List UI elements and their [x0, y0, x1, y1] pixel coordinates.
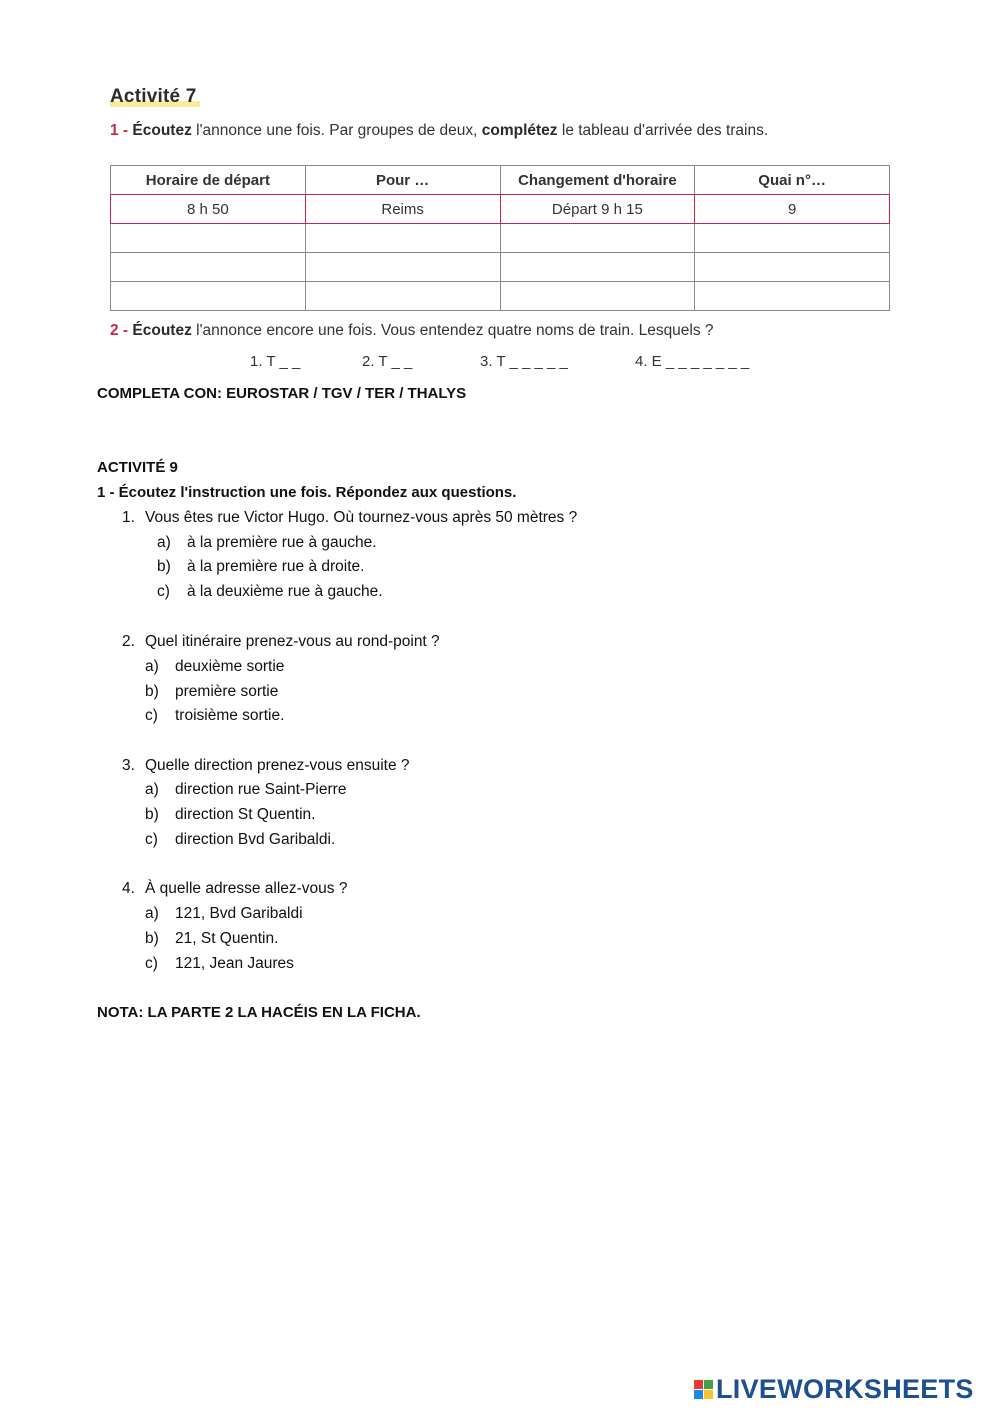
question-text: Vous êtes rue Victor Hugo. Où tournez-vous après 50 mètres ? [145, 509, 578, 526]
option-letter: a) [157, 534, 171, 551]
instruction-number: 2 - [110, 322, 129, 339]
logo-blocks-icon [694, 1380, 713, 1399]
empty-cell [695, 224, 890, 253]
blank-4: 4. E _ _ _ _ _ _ _ [635, 353, 750, 370]
empty-cell [500, 224, 695, 253]
instruction-number: 1 - [110, 122, 129, 139]
question-text: Quelle direction prenez-vous ensuite ? [145, 757, 410, 774]
question-2-option-b[interactable] [145, 683, 278, 701]
table-header-row [111, 166, 890, 195]
activity7-title: Activité 7 [110, 86, 197, 107]
header-platform: Quai n°… [695, 166, 890, 195]
empty-cell [111, 253, 306, 282]
blank-3: 3. T _ _ _ _ _ [480, 353, 568, 370]
header-departure-time: Horaire de départ [111, 166, 306, 195]
question-1-option-b[interactable] [157, 558, 364, 576]
option-letter: c) [145, 955, 158, 972]
option-letter: a) [145, 658, 159, 675]
question-text: À quelle adresse allez-vous ? [145, 880, 348, 897]
empty-cell [500, 253, 695, 282]
activity9-instruction: 1 - Écoutez l'instruction une fois. Répondez aux questions. [97, 484, 517, 501]
question-1-option-a[interactable] [157, 534, 377, 552]
instruction-text: le tableau d'arrivée des trains. [557, 122, 769, 139]
option-letter: c) [145, 831, 158, 848]
logo-block [694, 1390, 703, 1399]
option-letter: a) [145, 905, 159, 922]
question-3 [122, 757, 410, 775]
empty-cell [695, 253, 890, 282]
question-4-option-b[interactable] [145, 930, 278, 948]
question-1-option-c[interactable] [157, 583, 383, 601]
option-text: troisième sortie. [175, 707, 285, 724]
empty-cell [305, 224, 500, 253]
option-letter: b) [145, 806, 159, 823]
question-3-option-b[interactable] [145, 806, 315, 824]
question-number: 1. [122, 509, 135, 526]
option-text: direction St Quentin. [175, 806, 316, 823]
option-letter: c) [157, 583, 170, 600]
question-number: 2. [122, 633, 135, 650]
option-letter: b) [145, 930, 159, 947]
instruction-text: l'annonce une fois. Par groupes de deux, [191, 122, 482, 139]
option-text: direction Bvd Garibaldi. [175, 831, 336, 848]
activity9-title: ACTIVITÉ 9 [97, 459, 178, 476]
header-schedule-change: Changement d'horaire [500, 166, 695, 195]
question-text: Quel itinéraire prenez-vous au rond-point ? [145, 633, 440, 650]
option-text: à la première rue à droite. [187, 558, 365, 575]
empty-cell [111, 282, 306, 311]
empty-cell [111, 224, 306, 253]
option-text: 121, Jean Jaures [175, 955, 294, 972]
question-number: 3. [122, 757, 135, 774]
completa-instruction: COMPLETA CON: EUROSTAR / TGV / TER / THALYS [97, 385, 467, 402]
cell-schedule-change: Départ 9 h 15 [500, 195, 695, 224]
instruction-verb: Écoutez [132, 322, 192, 339]
table-row [111, 195, 890, 224]
empty-cell [695, 282, 890, 311]
question-2 [122, 633, 440, 651]
logo-block [694, 1380, 703, 1389]
option-letter: a) [145, 781, 159, 798]
option-text: 21, St Quentin. [175, 930, 279, 947]
logo-block [704, 1380, 713, 1389]
question-4-option-a[interactable] [145, 905, 303, 923]
option-text: à la première rue à gauche. [187, 534, 377, 551]
logo-block [704, 1390, 713, 1399]
option-letter: b) [157, 558, 171, 575]
question-3-option-c[interactable] [145, 831, 335, 849]
option-letter: b) [145, 683, 159, 700]
activity7-instruction-1 [110, 122, 768, 140]
blank-1: 1. T _ _ [250, 353, 301, 370]
question-1 [122, 509, 577, 527]
empty-cell [500, 282, 695, 311]
table-row-empty [111, 224, 890, 253]
empty-cell [305, 253, 500, 282]
option-text: deuxième sortie [175, 658, 285, 675]
table-row-empty [111, 282, 890, 311]
instruction-verb: Écoutez [132, 122, 192, 139]
blank-2: 2. T _ _ [362, 353, 413, 370]
cell-platform: 9 [695, 195, 890, 224]
empty-cell [305, 282, 500, 311]
instruction-verb: complétez [481, 122, 558, 139]
option-text: direction rue Saint-Pierre [175, 781, 347, 798]
cell-departure-time: 8 h 50 [111, 195, 306, 224]
activity7-instruction-2 [110, 322, 714, 340]
question-4 [122, 880, 347, 898]
cell-destination: Reims [305, 195, 500, 224]
logo-text: LIVEWORKSHEETS [716, 1374, 974, 1404]
option-text: première sortie [175, 683, 279, 700]
table-row-empty [111, 253, 890, 282]
question-2-option-a[interactable] [145, 658, 284, 676]
train-arrival-table [110, 165, 890, 311]
question-3-option-a[interactable] [145, 781, 346, 799]
option-text: à la deuxième rue à gauche. [187, 583, 383, 600]
liveworksheets-logo[interactable] [694, 1374, 974, 1405]
question-4-option-c[interactable] [145, 955, 294, 973]
instruction-text: l'annonce encore une fois. Vous entendez quatre noms de train. Lesquels ? [191, 322, 714, 339]
nota: NOTA: LA PARTE 2 LA HACÉIS EN LA FICHA. [97, 1004, 421, 1021]
question-number: 4. [122, 880, 135, 897]
header-destination: Pour … [305, 166, 500, 195]
question-2-option-c[interactable] [145, 707, 284, 725]
option-text: 121, Bvd Garibaldi [175, 905, 303, 922]
option-letter: c) [145, 707, 158, 724]
